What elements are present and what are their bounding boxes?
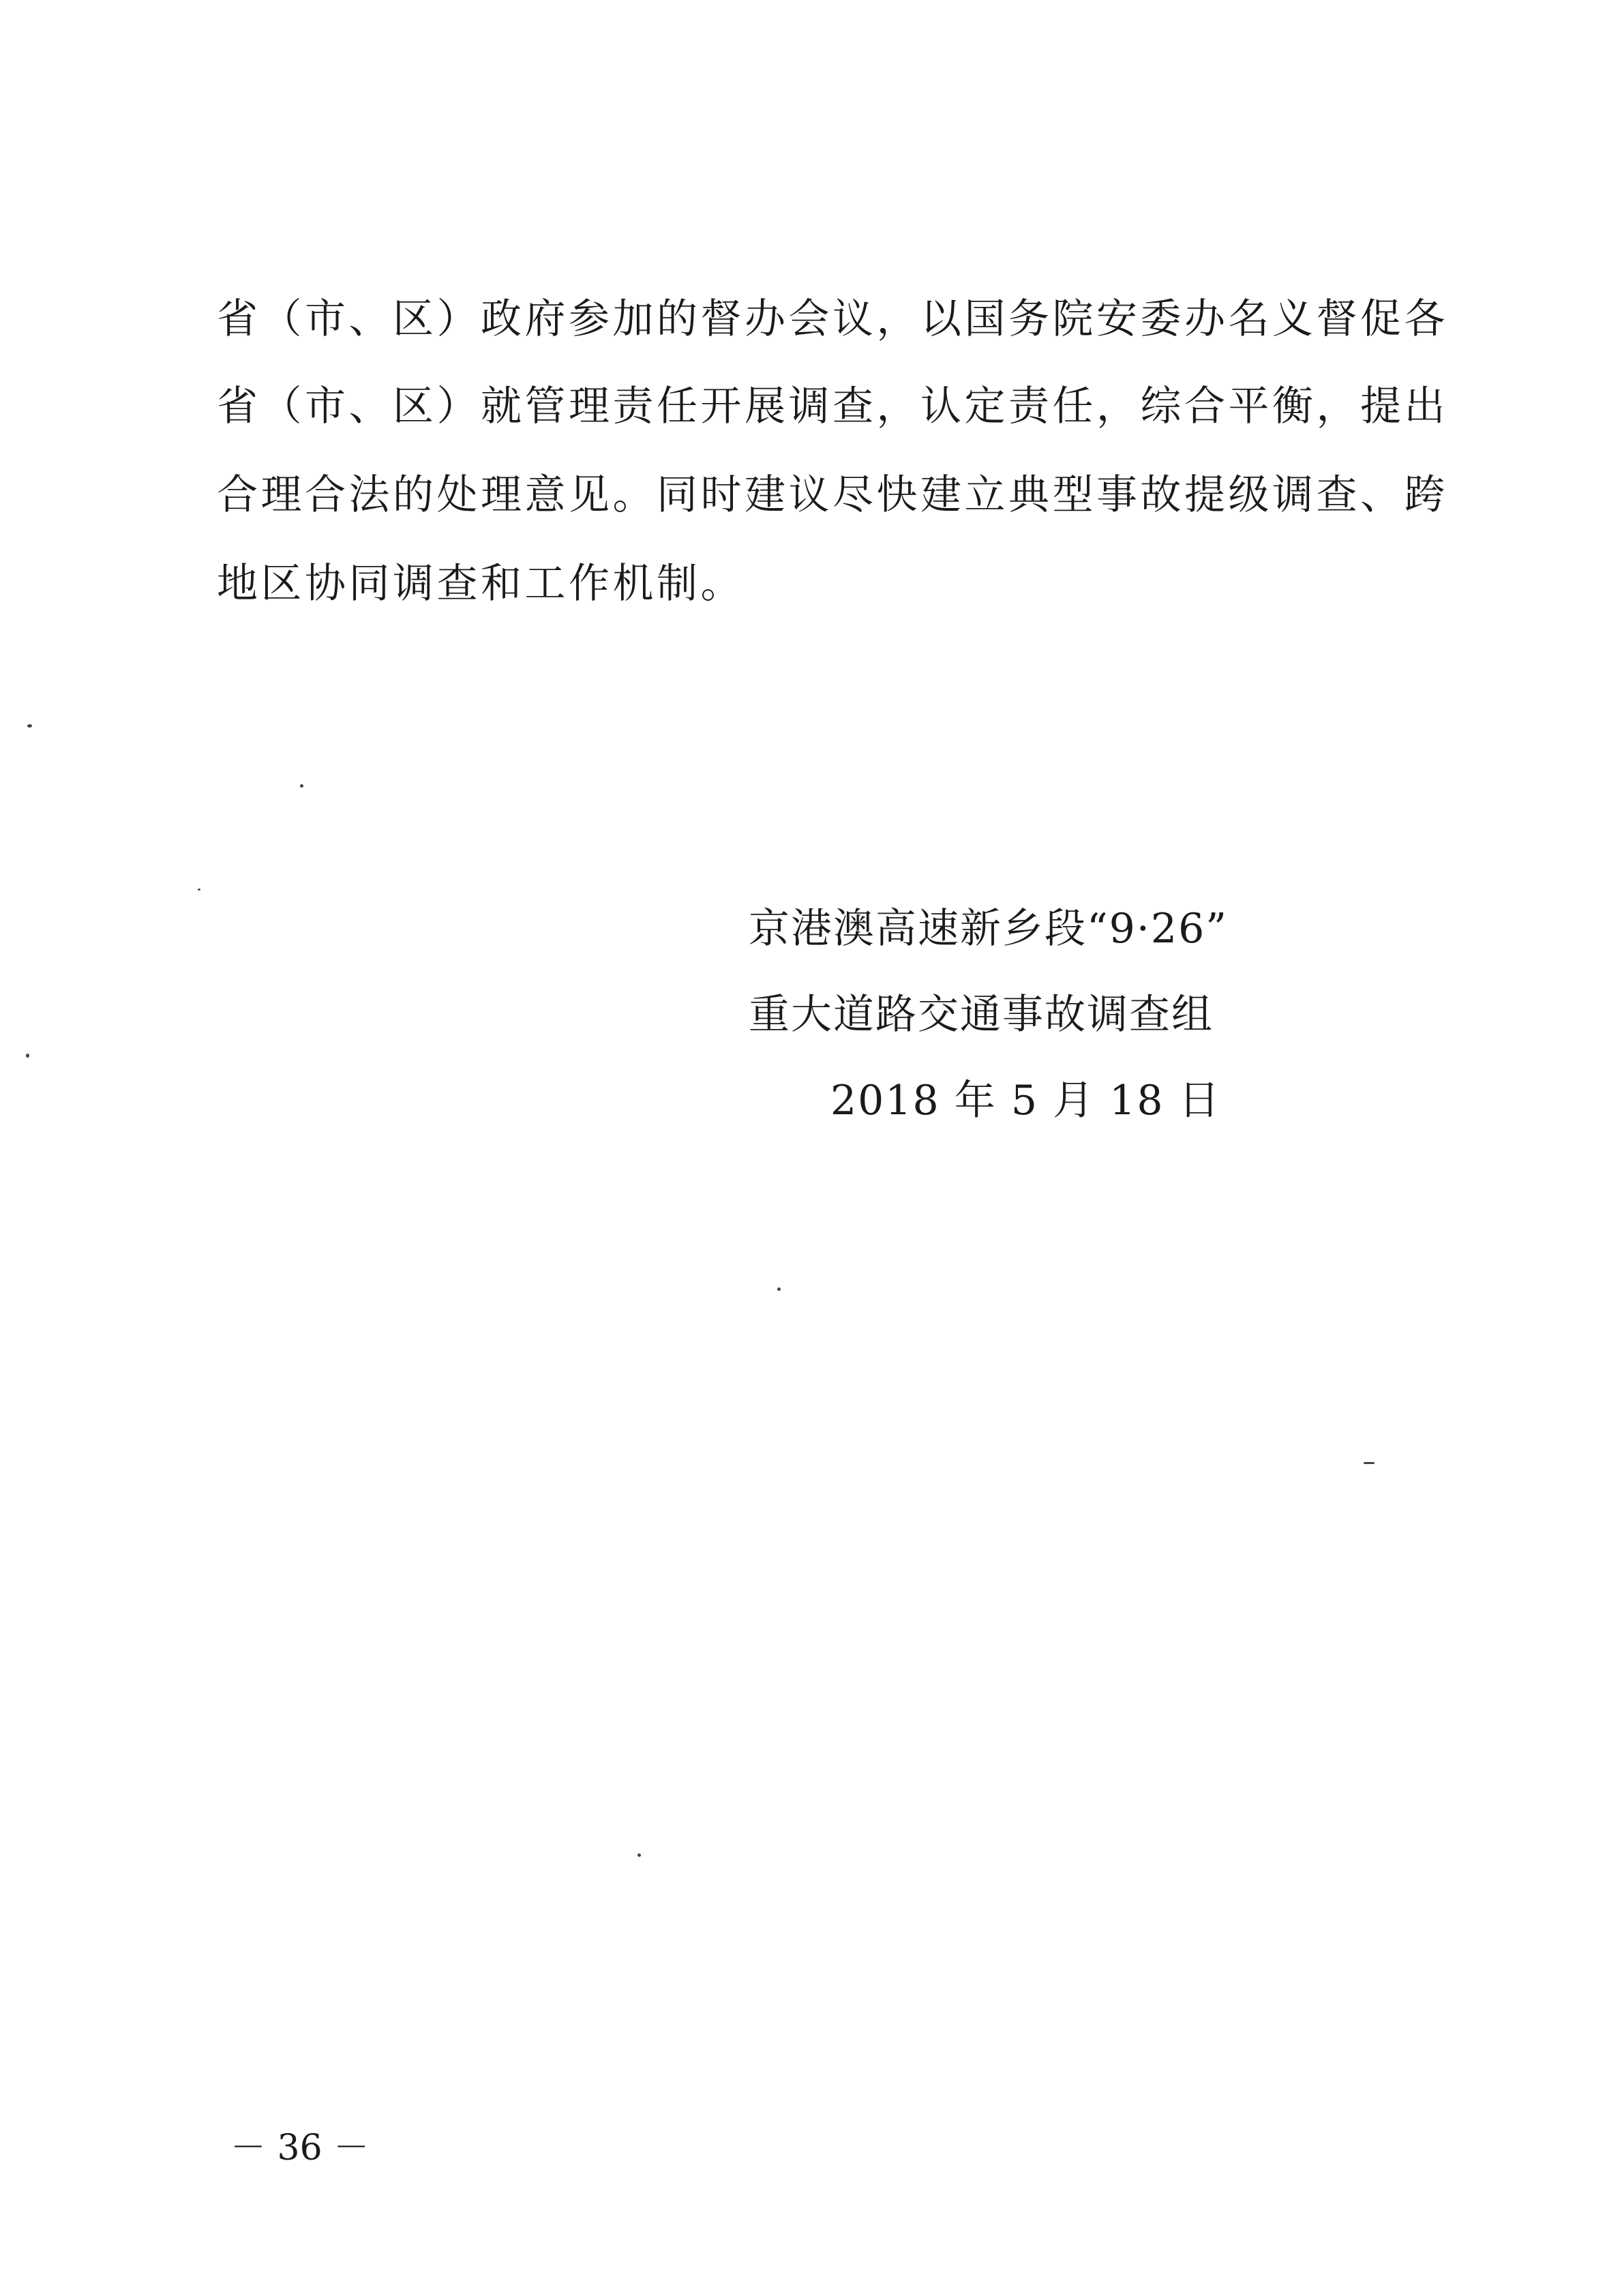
body-line: 省（市、区）政府参加的督办会议，以国务院安委办名义督促各 (217, 295, 1448, 343)
body-line: 合理合法的处理意见。同时建议尽快建立典型事故提级调查、跨 (217, 471, 1448, 519)
scan-speck (777, 1287, 781, 1291)
page-number: － 36 － (230, 2128, 370, 2168)
body-line: 地区协同调查和工作机制。 (217, 560, 745, 608)
signature-date: 2018 年 5 月 18 日 (830, 1077, 1221, 1124)
body-line: 省（市、区）就管理责任开展调查，认定责任，综合平衡，提出 (217, 383, 1448, 430)
scan-speck (27, 724, 32, 728)
scan-speck (198, 889, 200, 891)
scan-speck (1364, 1462, 1375, 1464)
scan-speck (637, 1853, 641, 1857)
signature-org-line: 重大道路交通事故调查组 (749, 991, 1214, 1039)
scan-speck (300, 784, 303, 788)
scan-speck (26, 1054, 29, 1058)
signature-org-line: 京港澳高速新乡段“9·26” (749, 905, 1228, 953)
